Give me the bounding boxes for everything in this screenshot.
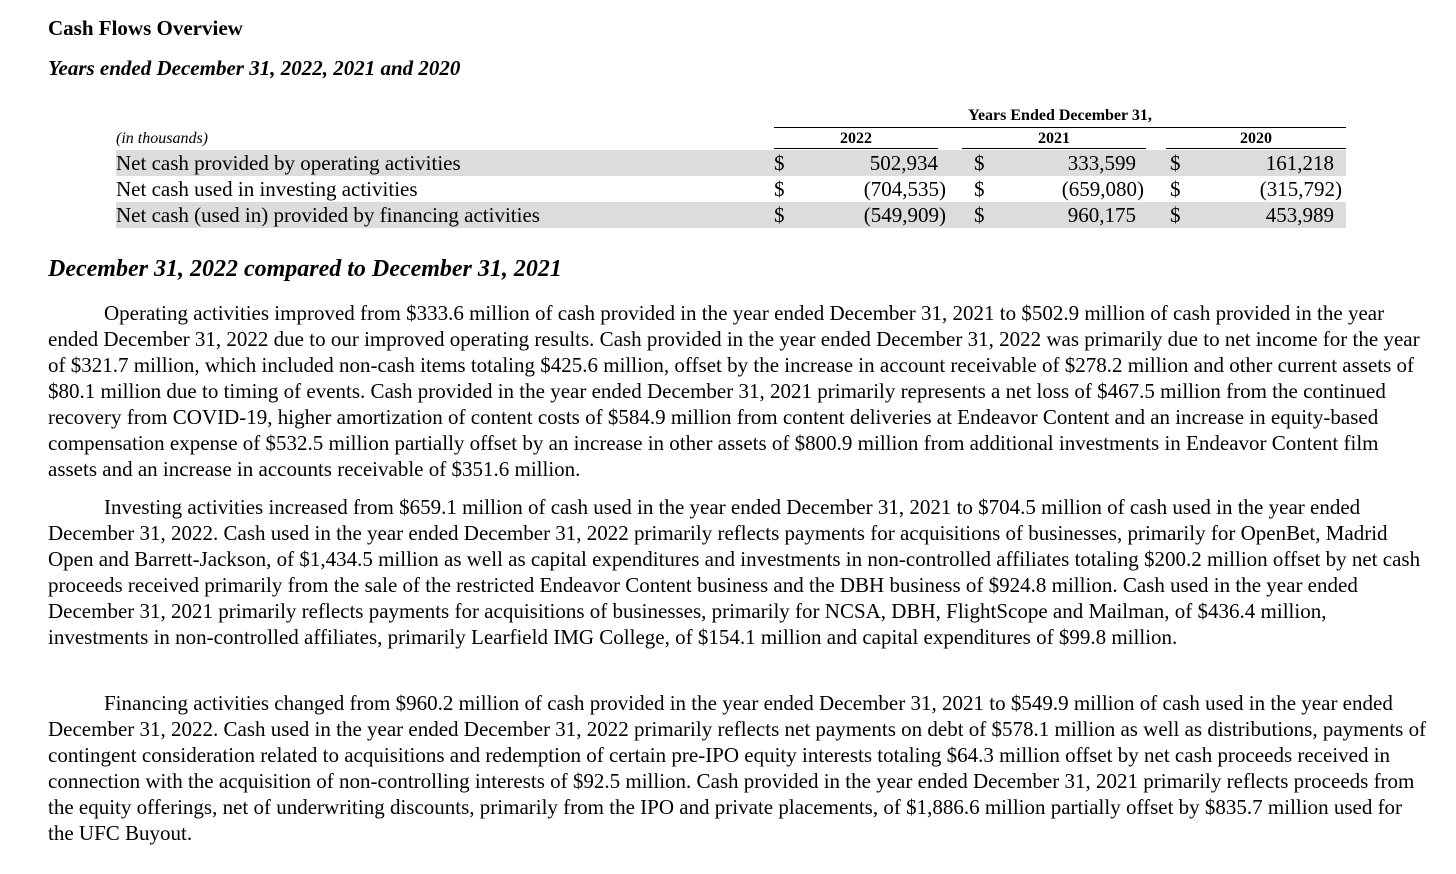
years-group-header: Years Ended December 31, bbox=[968, 107, 1152, 124]
currency-symbol: $ bbox=[1170, 177, 1181, 201]
column-header-rule bbox=[1166, 148, 1346, 149]
comparison-heading: December 31, 2022 compared to December 31, 2021 bbox=[48, 256, 562, 282]
currency-symbol: $ bbox=[774, 177, 785, 201]
column-header-rule bbox=[774, 148, 938, 149]
table-row bbox=[116, 202, 1346, 228]
value-2021: 960,175 bbox=[1067, 203, 1136, 227]
operating-activities-paragraph: Operating activities improved from $333.6 million of cash provided in the year ended December 31, 2021 to $502.9 million of cash provided in the year ended December 31, 2022 due to our improved operating results. Cash provided in the year ended December 31, 2022 was primarily due to net income for the year of $321.7 million, which included non-cash items totaling $425.6 million, offset by the increase in account receivable of $278.2 million and other current assets of $80.1 million due to timing of events. Cash provided in the year ended December 31, 2021 primarily represents a net loss of $467.5 million from the continued recovery from COVID-19, higher amortization of content costs of $584.9 million from content deliveries at Endeavor Content and an increase in equity-based compensation expense of $532.5 million partially offset by an increase in other assets of $800.9 million from additional investments in Endeavor Content film assets and an increase in accounts receivable of $351.6 million. bbox=[48, 301, 1420, 481]
currency-symbol: $ bbox=[1170, 203, 1181, 227]
group-header-rule bbox=[774, 127, 1346, 128]
financing-activities-paragraph: Financing activities changed from $960.2 million of cash provided in the year ended December 31, 2021 to $549.9 million of cash used in the year ended December 31, 2022. Cash used in the year ended December 31, 2022 primarily reflects net payments on debt of $578.1 million as well as distributions, payments of contingent consideration related to acquisitions and redemption of certain pre-IPO equity interests totaling $64.3 million offset by net cash proceeds received in connection with the acquisition of non-controlling interests of $92.5 million. Cash provided in the year ended December 31, 2021 primarily reflects proceeds from the equity offerings, net of underwriting discounts, primarily from the IPO and private placements, of $1,886.6 million partially offset by $835.7 million used for the UFC Buyout. bbox=[48, 691, 1427, 845]
value-2020: 453,989 bbox=[1265, 203, 1334, 227]
value-2022: 502,934 bbox=[869, 151, 938, 175]
table-row bbox=[116, 176, 1346, 202]
row-label: Net cash used in investing activities bbox=[116, 177, 418, 201]
page-subtitle: Years ended December 31, 2022, 2021 and 2020 bbox=[48, 56, 461, 80]
page-title: Cash Flows Overview bbox=[48, 16, 243, 40]
value-2021: 333,599 bbox=[1067, 151, 1136, 175]
currency-symbol: $ bbox=[774, 203, 785, 227]
column-header-2020: 2020 bbox=[1240, 130, 1272, 147]
row-label: Net cash (used in) provided by financing activities bbox=[116, 203, 540, 227]
currency-symbol: $ bbox=[774, 151, 785, 175]
value-2020: (315,792) bbox=[1259, 177, 1342, 201]
value-2020: 161,218 bbox=[1265, 151, 1334, 175]
value-2022: (704,535) bbox=[863, 177, 946, 201]
units-label: (in thousands) bbox=[116, 130, 208, 147]
table-row bbox=[116, 150, 1346, 176]
currency-symbol: $ bbox=[974, 151, 985, 175]
row-label: Net cash provided by operating activities bbox=[116, 151, 461, 175]
value-2022: (549,909) bbox=[863, 203, 946, 227]
column-header-2022: 2022 bbox=[840, 130, 872, 147]
column-header-rule bbox=[962, 148, 1146, 149]
currency-symbol: $ bbox=[974, 177, 985, 201]
column-header-2021: 2021 bbox=[1038, 130, 1070, 147]
value-2021: (659,080) bbox=[1061, 177, 1144, 201]
currency-symbol: $ bbox=[1170, 151, 1181, 175]
investing-activities-paragraph: Investing activities increased from $659.1 million of cash used in the year ended December 31, 2021 to $704.5 million of cash used in the year ended December 31, 2022. Cash used in the year ended December 31, 2022 primarily reflects payments for acquisitions of businesses, primarily for OpenBet, Madrid Open and Barrett-Jackson, of $1,434.5 million as well as capital expenditures and investments in non-controlled affiliates totaling $200.2 million offset by net cash proceeds received primarily from the sale of the restricted Endeavor Content business and the DBH business of $924.8 million. Cash used in the year ended December 31, 2021 primarily reflects payments for acquisitions of businesses, primarily for NCSA, DBH, FlightScope and Mailman, of $436.4 million, investments in non-controlled affiliates, primarily Learfield IMG College, of $154.1 million and capital expenditures of $99.8 million. bbox=[48, 495, 1421, 649]
currency-symbol: $ bbox=[974, 203, 985, 227]
